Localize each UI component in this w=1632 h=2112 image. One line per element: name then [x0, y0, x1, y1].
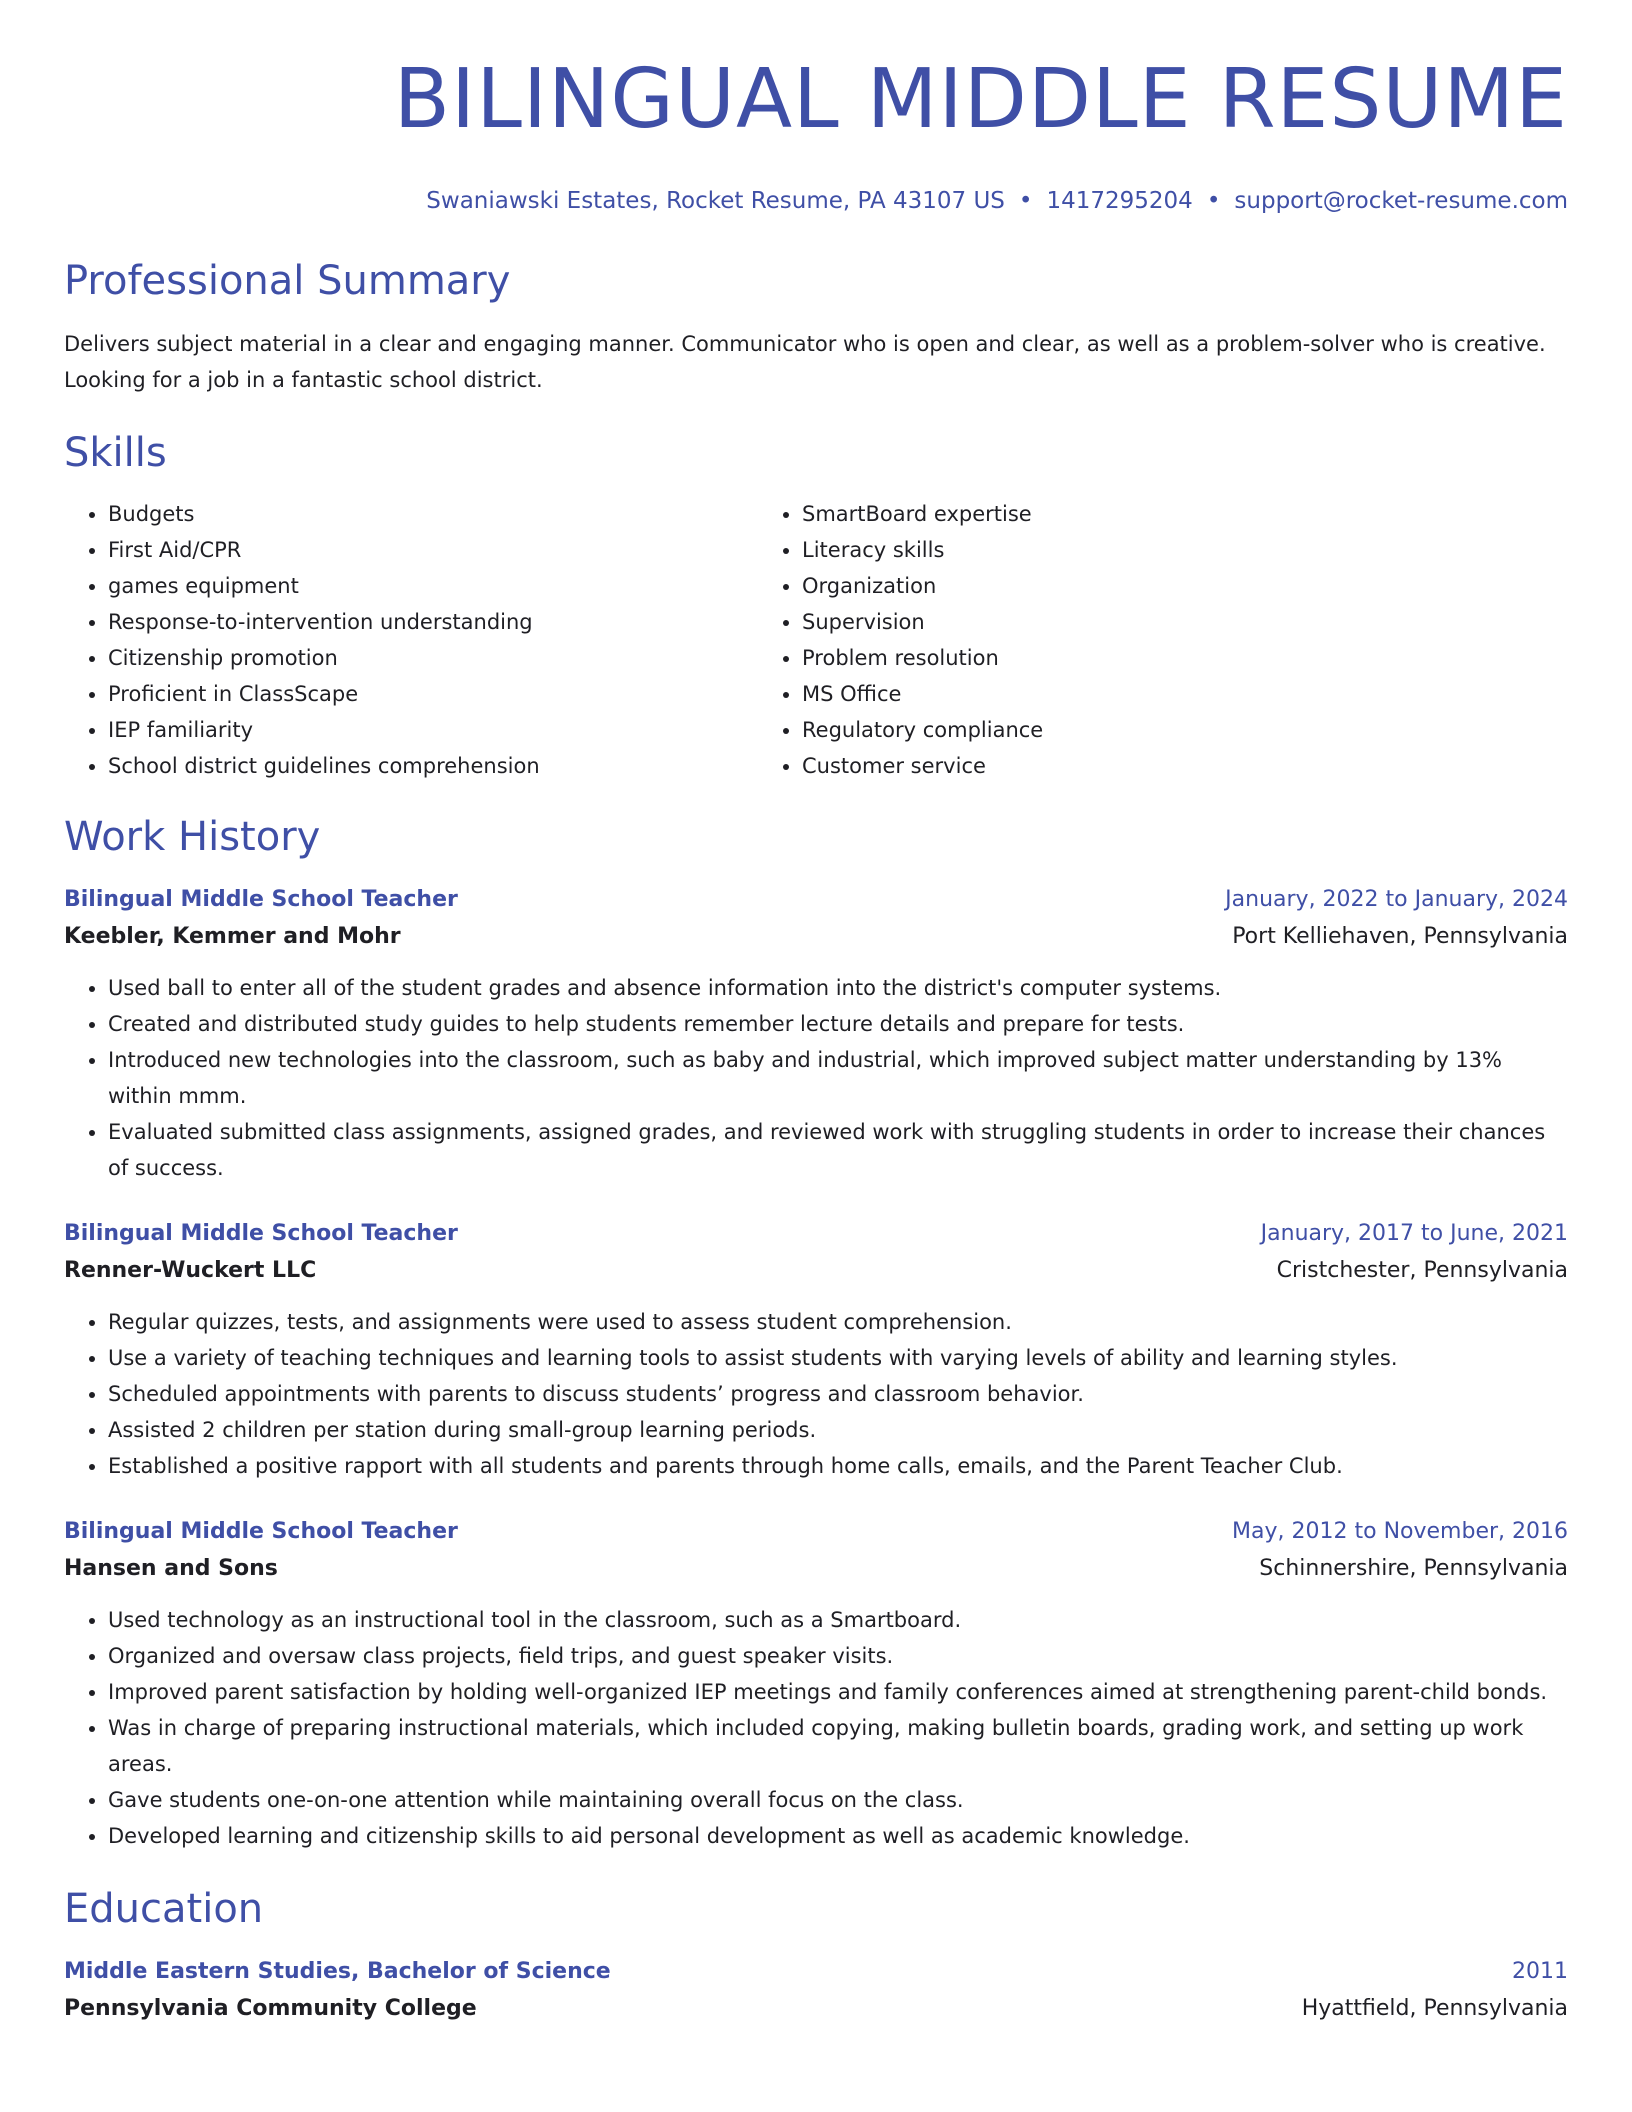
- job-dates: January, 2022 to January, 2024: [1225, 887, 1568, 912]
- job-bullet: • Used ball to enter all of the student grades and absence information into the district's computer systems.: [108, 970, 1568, 1006]
- job-bullet: • Organized and oversaw class projects, field trips, and guest speaker visits.: [108, 1638, 1568, 1674]
- job-location: Cristchester, Pennsylvania: [1276, 1258, 1568, 1283]
- skill-item: • Budgets: [108, 496, 758, 532]
- skill-item: • MS Office: [802, 676, 1568, 712]
- education-year: 2011: [1512, 1959, 1568, 1984]
- job-entry: [64, 882, 1568, 1186]
- education-school-row: [64, 1990, 1568, 2028]
- skill-item: • Customer service: [802, 748, 1568, 784]
- contact-phone: 1417295204: [1046, 188, 1193, 214]
- skill-item: • games equipment: [108, 568, 758, 604]
- job-entry: [64, 1514, 1568, 1854]
- job-company: Renner-Wuckert LLC: [64, 1258, 317, 1283]
- skill-item: • Response-to-intervention understanding: [108, 604, 758, 640]
- job-bullet: • Improved parent satisfaction by holding well-organized IEP meetings and family conferences aimed at strengthening parent-child bonds.: [108, 1674, 1568, 1710]
- job-bullet: • Was in charge of preparing instructional materials, which included copying, making bulletin boards, grading work, and setting up work areas.: [108, 1710, 1568, 1782]
- education-header-row: [64, 1954, 1568, 1990]
- job-title: Bilingual Middle School Teacher: [64, 1221, 458, 1246]
- education-degree: Middle Eastern Studies, Bachelor of Science: [64, 1959, 611, 1984]
- job-header-row: [64, 1514, 1568, 1550]
- education-entry: [64, 1954, 1568, 2028]
- skill-item: • First Aid/CPR: [108, 532, 758, 568]
- job-company-row: [64, 1550, 1568, 1588]
- job-dates: January, 2017 to June, 2021: [1260, 1221, 1568, 1246]
- job-bullet: • Assisted 2 children per station during small-group learning periods.: [108, 1412, 1568, 1448]
- resume-name: BILINGUAL MIDDLE RESUME: [393, 52, 1568, 147]
- job-title: Bilingual Middle School Teacher: [64, 1519, 458, 1544]
- skill-item: • Organization: [802, 568, 1568, 604]
- job-bullet: • Regular quizzes, tests, and assignments were used to assess student comprehension.: [108, 1304, 1568, 1340]
- job-bullets: [64, 1304, 1568, 1484]
- contact-address: Swaniawski Estates, Rocket Resume, PA 43107 US: [426, 188, 1005, 214]
- skills-heading: Skills: [64, 430, 167, 476]
- job-company-row: [64, 1252, 1568, 1290]
- job-company: Keebler, Kemmer and Mohr: [64, 924, 401, 949]
- job-bullets: [64, 970, 1568, 1186]
- skills-column-right: [758, 496, 1568, 784]
- job-title: Bilingual Middle School Teacher: [64, 887, 458, 912]
- skill-item: • Regulatory compliance: [802, 712, 1568, 748]
- summary-heading: Professional Summary: [64, 258, 511, 304]
- skills-column-left: [64, 496, 758, 784]
- skill-item: • Citizenship promotion: [108, 640, 758, 676]
- skill-item: • IEP familiarity: [108, 712, 758, 748]
- job-bullet: • Gave students one-on-one attention while maintaining overall focus on the class.: [108, 1782, 1568, 1818]
- job-company-row: [64, 918, 1568, 956]
- contact-email: support@rocket-resume.com: [1234, 188, 1568, 214]
- job-header-row: [64, 1216, 1568, 1252]
- job-bullets: [64, 1602, 1568, 1854]
- education-heading: Education: [64, 1886, 264, 1932]
- job-location: Schinnershire, Pennsylvania: [1259, 1556, 1568, 1581]
- job-bullet: • Created and distributed study guides to help students remember lecture details and prepare for tests.: [108, 1006, 1568, 1042]
- job-entry: [64, 1216, 1568, 1484]
- skill-item: • School district guidelines comprehension: [108, 748, 758, 784]
- education-school: Pennsylvania Community College: [64, 1996, 477, 2021]
- skill-item: • Proficient in ClassScape: [108, 676, 758, 712]
- job-location: Port Kelliehaven, Pennsylvania: [1232, 924, 1568, 949]
- work-history-heading: Work History: [64, 814, 321, 860]
- skill-item: • Problem resolution: [802, 640, 1568, 676]
- job-bullet: • Introduced new technologies into the classroom, such as baby and industrial, which improved subject matter understanding by 13% within mmm.: [108, 1042, 1568, 1114]
- skills-list: [64, 496, 1568, 784]
- skill-item: • SmartBoard expertise: [802, 496, 1568, 532]
- job-company: Hansen and Sons: [64, 1556, 278, 1581]
- contact-separator: •: [1206, 188, 1221, 214]
- contact-separator: •: [1018, 188, 1033, 214]
- resume-header: [64, 52, 1568, 216]
- skill-item: • Supervision: [802, 604, 1568, 640]
- job-bullet: • Use a variety of teaching techniques and learning tools to assist students with varying levels of ability and learning styles.: [108, 1340, 1568, 1376]
- job-bullet: • Evaluated submitted class assignments, assigned grades, and reviewed work with struggling students in order to increase their chances of success.: [108, 1114, 1568, 1186]
- summary-text: Delivers subject material in a clear and engaging manner. Communicator who is open and clear, as well as a problem-solver who is creative. Looking for a job in a fantastic school district.: [64, 332, 1546, 392]
- job-header-row: [64, 882, 1568, 918]
- job-bullet: • Developed learning and citizenship skills to aid personal development as well as academic knowledge.: [108, 1818, 1568, 1854]
- job-bullet: • Scheduled appointments with parents to discuss students’ progress and classroom behavior.: [108, 1376, 1568, 1412]
- job-bullet: • Established a positive rapport with all students and parents through home calls, emails, and the Parent Teacher Club.: [108, 1448, 1568, 1484]
- contact-line: [64, 186, 1568, 216]
- education-location: Hyattfield, Pennsylvania: [1301, 1996, 1568, 2021]
- skill-item: • Literacy skills: [802, 532, 1568, 568]
- job-bullet: • Used technology as an instructional tool in the classroom, such as a Smartboard.: [108, 1602, 1568, 1638]
- job-dates: May, 2012 to November, 2016: [1232, 1519, 1568, 1544]
